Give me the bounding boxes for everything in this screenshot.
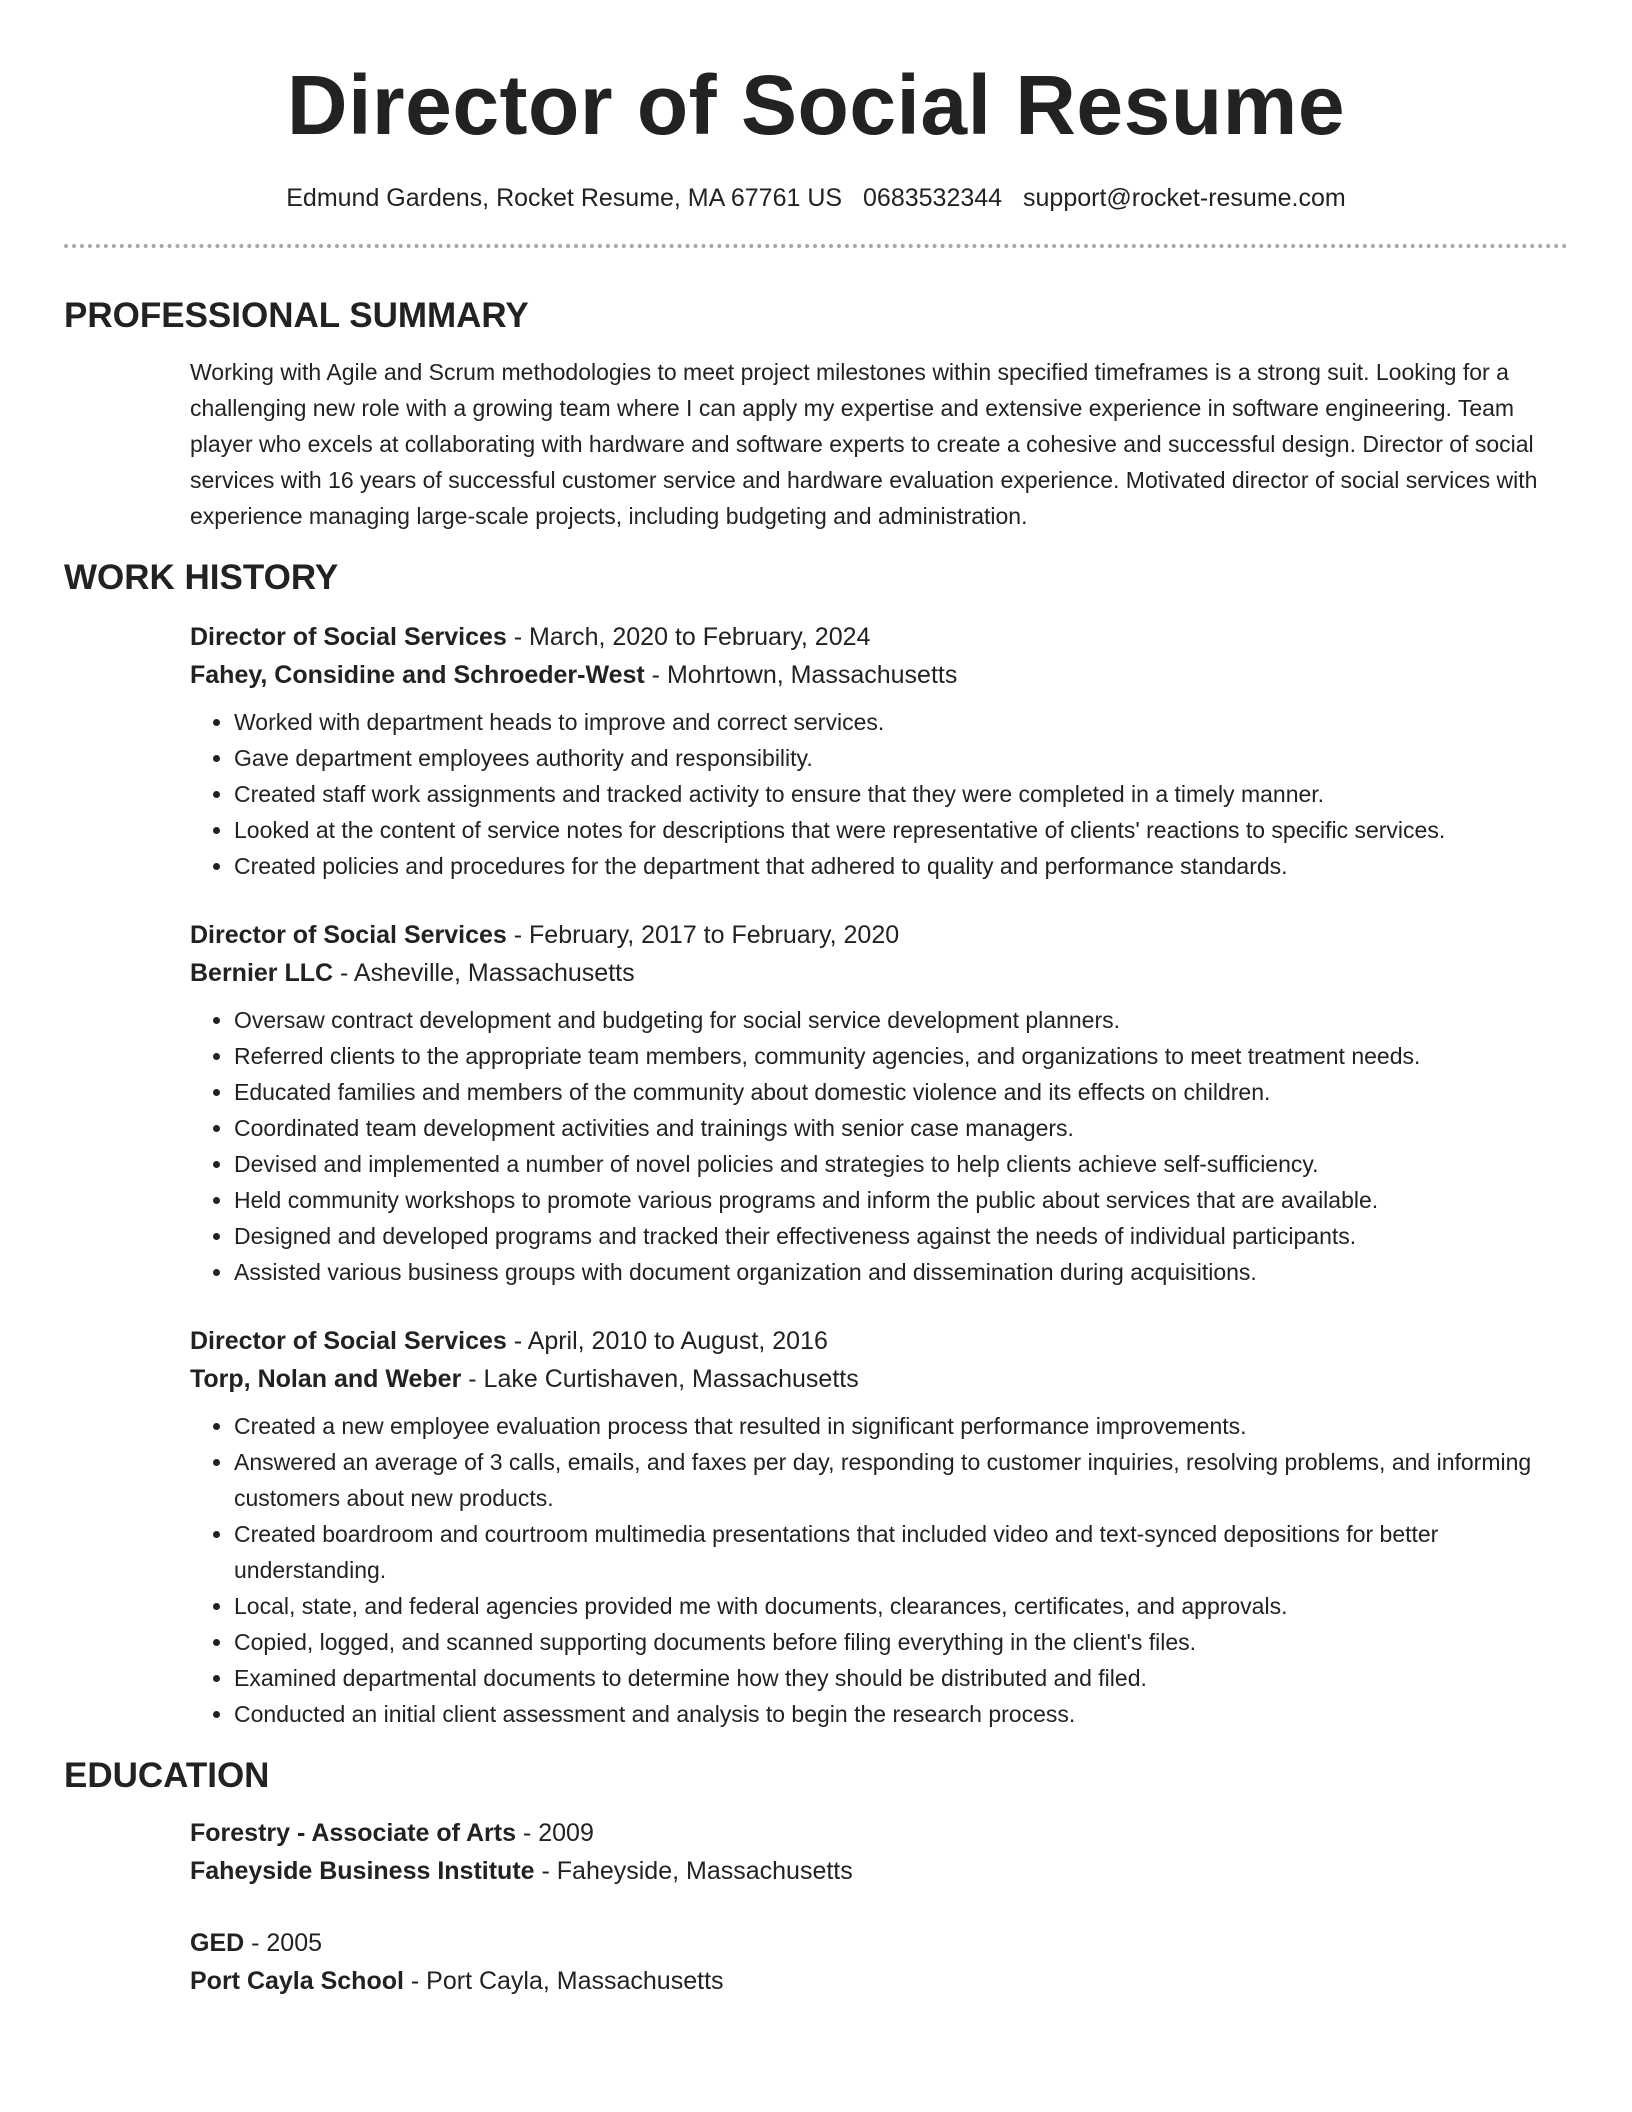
- job-title-line: [190, 1322, 1568, 1360]
- list-item: • Referred clients to the appropriate team members, community agencies, and organizations to meet treatment needs.: [234, 1038, 1568, 1074]
- education-location: - Port Cayla, Massachusetts: [403, 1967, 724, 1995]
- list-item: • Answered an average of 3 calls, emails, and faxes per day, responding to customer inquiries, resolving problems, and informing customers about new products.: [234, 1444, 1568, 1516]
- job-role: Director of Social Services: [190, 1327, 507, 1355]
- summary-text: Working with Agile and Scrum methodologies to meet project milestones within specified timeframes is a strong suit. Looking for a challenging new role with a growing team where I can apply my expertise and extensive experience in software engineering. Team player who excels at collaborating with hardware and software experts to create a cohesive and successful design. Director of social services with 16 years of successful customer service and hardware evaluation experience. Motivated director of social services with experience managing large-scale projects, including budgeting and administration.: [190, 359, 1538, 529]
- job-title-line: [190, 618, 1568, 656]
- education-heading: EDUCATION: [64, 1756, 270, 1795]
- job-dates: - April, 2010 to August, 2016: [506, 1327, 828, 1355]
- job-role: Director of Social Services: [190, 623, 507, 651]
- list-item: • Educated families and members of the community about domestic violence and its effects on children.: [234, 1074, 1568, 1110]
- education-location: - Faheyside, Massachusetts: [534, 1857, 853, 1885]
- job-location: - Mohrtown, Massachusetts: [644, 661, 958, 689]
- job-entry: [64, 618, 1568, 884]
- list-item: • Coordinated team development activities and trainings with senior case managers.: [234, 1110, 1568, 1146]
- job-company-line: [190, 656, 1568, 694]
- summary-section: [64, 354, 1568, 534]
- list-item: • Worked with department heads to improve and correct services.: [234, 704, 1568, 740]
- contact-phone: 0683532344: [863, 184, 1003, 212]
- job-dates: - March, 2020 to February, 2024: [506, 623, 871, 651]
- resume-page: [64, 0, 1568, 2000]
- education-degree: GED: [190, 1929, 245, 1957]
- education-degree-line: [190, 1814, 1568, 1852]
- job-company-line: [190, 954, 1568, 992]
- list-item: • Designed and developed programs and tracked their effectiveness against the needs of individual participants.: [234, 1218, 1568, 1254]
- work-history-heading: WORK HISTORY: [64, 558, 339, 597]
- education-entry: [64, 1814, 1568, 1890]
- list-item: • Created policies and procedures for the department that adhered to quality and performance standards.: [234, 848, 1568, 884]
- education-degree: Forestry - Associate of Arts: [190, 1819, 517, 1847]
- education-degree-line: [190, 1924, 1568, 1962]
- job-bullets: [190, 1002, 1568, 1290]
- education-year: - 2009: [516, 1819, 594, 1847]
- education-entry: [64, 1924, 1568, 2000]
- list-item: • Local, state, and federal agencies provided me with documents, clearances, certificates, and approvals.: [234, 1588, 1568, 1624]
- list-item: • Created a new employee evaluation process that resulted in significant performance improvements.: [234, 1408, 1568, 1444]
- contact-email: support@rocket-resume.com: [1023, 184, 1346, 212]
- job-company: Fahey, Considine and Schroeder-West: [190, 661, 645, 689]
- list-item: • Created staff work assignments and tracked activity to ensure that they were completed in a timely manner.: [234, 776, 1568, 812]
- job-entry: [64, 916, 1568, 1290]
- job-company: Torp, Nolan and Weber: [190, 1365, 462, 1393]
- education-school: Faheyside Business Institute: [190, 1857, 535, 1885]
- job-dates: - February, 2017 to February, 2020: [506, 921, 900, 949]
- list-item: • Looked at the content of service notes for descriptions that were representative of clients' reactions to specific services.: [234, 812, 1568, 848]
- list-item: • Assisted various business groups with document organization and dissemination during acquisitions.: [234, 1254, 1568, 1290]
- job-company-line: [190, 1360, 1568, 1398]
- list-item: • Gave department employees authority and responsibility.: [234, 740, 1568, 776]
- contact-address: Edmund Gardens, Rocket Resume, MA 67761 US: [286, 184, 843, 212]
- job-role: Director of Social Services: [190, 921, 507, 949]
- list-item: • Oversaw contract development and budgeting for social service development planners.: [234, 1002, 1568, 1038]
- job-entry: [64, 1322, 1568, 1732]
- resume-title: Director of Social Resume: [286, 58, 1346, 152]
- education-school-line: [190, 1962, 1568, 2000]
- education-school: Port Cayla School: [190, 1967, 404, 1995]
- contact-line: [64, 182, 1568, 214]
- summary-heading: PROFESSIONAL SUMMARY: [64, 296, 529, 335]
- education-year: - 2005: [244, 1929, 323, 1957]
- job-location: - Lake Curtishaven, Massachusetts: [461, 1365, 859, 1393]
- header-divider: [64, 244, 1568, 248]
- list-item: • Copied, logged, and scanned supporting documents before filing everything in the client's files.: [234, 1624, 1568, 1660]
- education-school-line: [190, 1852, 1568, 1890]
- list-item: • Devised and implemented a number of novel policies and strategies to help clients achieve self-sufficiency.: [234, 1146, 1568, 1182]
- job-location: - Asheville, Massachusetts: [333, 959, 635, 987]
- list-item: • Held community workshops to promote various programs and inform the public about services that are available.: [234, 1182, 1568, 1218]
- list-item: • Created boardroom and courtroom multimedia presentations that included video and text-synced depositions for better understanding.: [234, 1516, 1568, 1588]
- job-company: Bernier LLC: [190, 959, 334, 987]
- job-title-line: [190, 916, 1568, 954]
- list-item: • Examined departmental documents to determine how they should be distributed and filed.: [234, 1660, 1568, 1696]
- list-item: • Conducted an initial client assessment and analysis to begin the research process.: [234, 1696, 1568, 1732]
- job-bullets: [190, 1408, 1568, 1732]
- job-bullets: [190, 704, 1568, 884]
